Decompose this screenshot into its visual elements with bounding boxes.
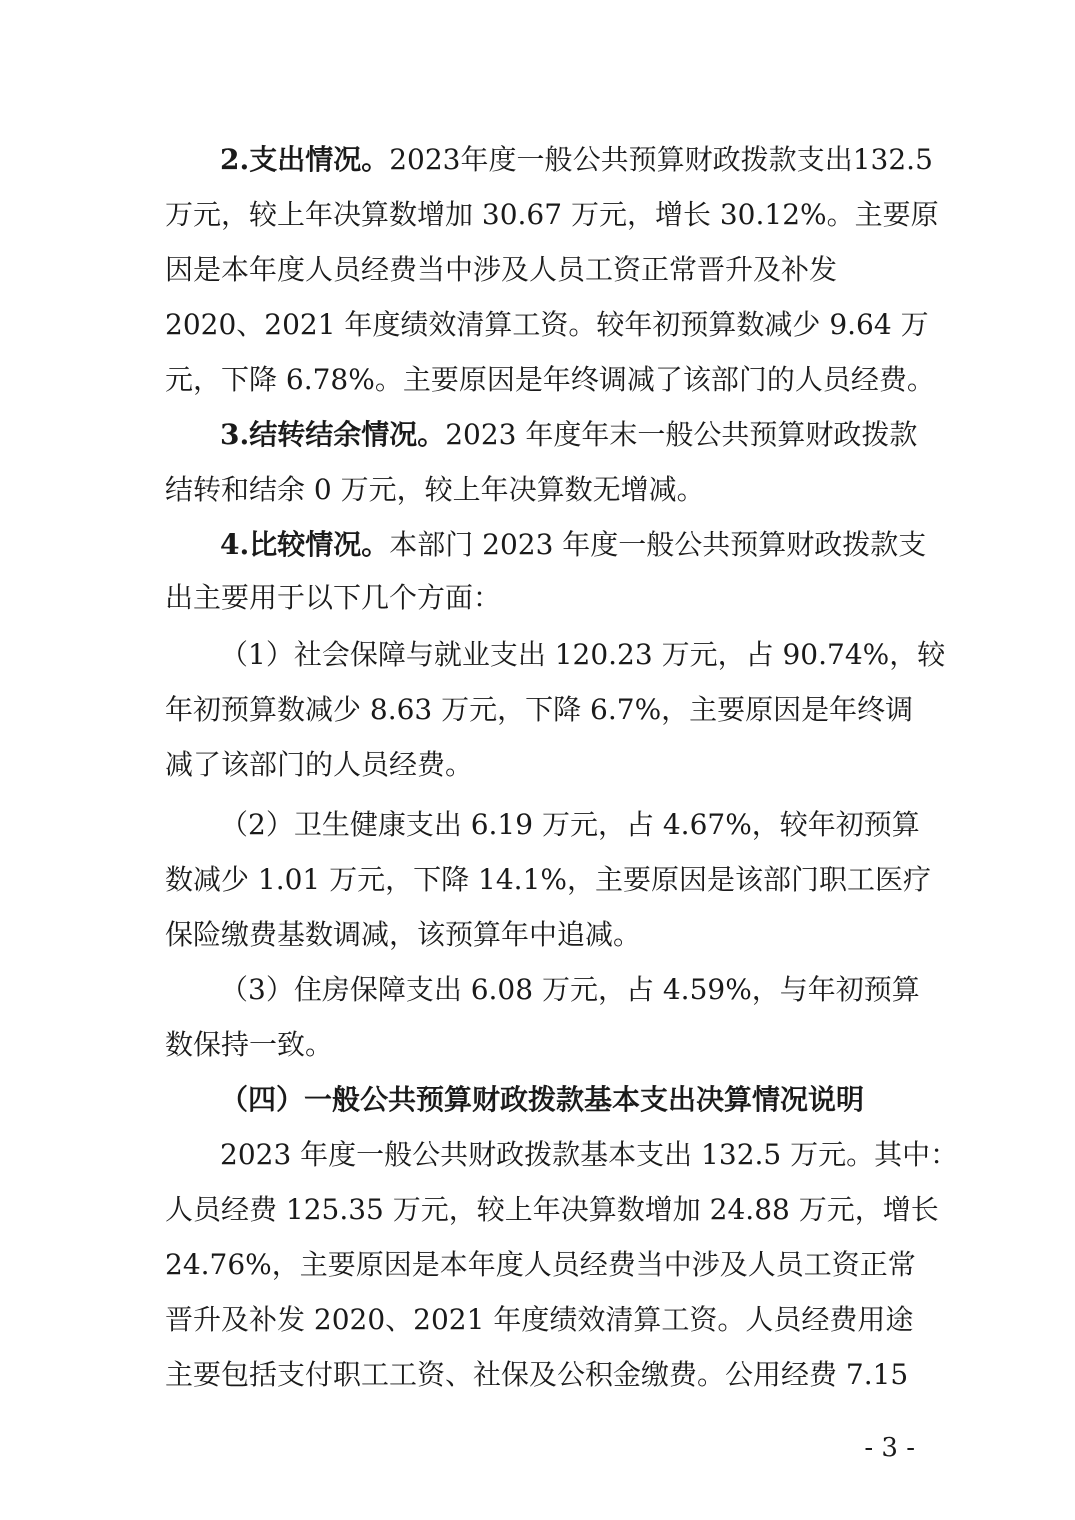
text-line [220, 415, 918, 455]
text-line: 人员经费 125.35 万元，较上年决算数增加 24.88 万元，增长 [165, 1193, 939, 1226]
text-segment: 般 [544, 143, 573, 176]
text-line: 2023 年度一般公共财政拨款基本支出 132.5 万元。其中： [220, 1138, 959, 1171]
text-line: 24.76%，主要原因是本年度人员经费当中涉及人员工资正常 [165, 1248, 916, 1281]
text-line: 因是本年度人员经费当中涉及人员工资正常晋升及补发 [165, 253, 838, 286]
text-segment: 拨 [740, 143, 769, 176]
section-title: （四）一般公共预算财政拨款基本支出决算情况说明 [220, 1083, 865, 1116]
text-segment: 132.5 [852, 143, 933, 176]
text-segment: 政 [712, 143, 741, 176]
text-line: 年初预算数减少 8.63 万元，下降 6.7%，主要原因是年终调 [165, 693, 914, 726]
text-segment: 预 [628, 143, 657, 176]
text-segment: 公 [572, 143, 601, 176]
text-segment: 一 [516, 143, 545, 176]
text-line: 保险缴费基数调减，该预算年中追减。 [165, 918, 642, 951]
text-segment: 年 [460, 143, 489, 176]
text-line: 减了该部门的人员经费。 [165, 748, 474, 781]
text-segment: 2023 年度年末一般公共预算财政拨款 [445, 418, 918, 451]
text-segment: 出 [824, 143, 853, 176]
text-line [220, 140, 933, 180]
page-number: - 3 - [864, 1433, 915, 1463]
text-line [220, 525, 927, 565]
text-segment: 本部门 2023 年度一般公共预算财政拨款支 [389, 528, 927, 561]
section-heading: 3.结转结余情况。 [220, 418, 446, 451]
text-segment: 2023 [389, 143, 461, 176]
text-segment: 款 [768, 143, 797, 176]
text-line: 元，下降 6.78%。主要原因是年终调减了该部门的人员经费。 [165, 363, 935, 396]
text-line: 数减少 1.01 万元，下降 14.1%，主要原因是该部门职工医疗 [165, 863, 931, 896]
text-line: （2）卫生健康支出 6.19 万元，占 4.67%，较年初预算 [220, 808, 920, 841]
text-segment: 财 [684, 143, 713, 176]
text-line: （1）社会保障与就业支出 120.23 万元，占 90.74%，较 [220, 638, 946, 671]
text-line: （3）住房保障支出 6.08 万元，占 4.59%，与年初预算 [220, 973, 920, 1006]
text-line: 数保持一致。 [165, 1028, 334, 1061]
section-heading: 4.比较情况。 [220, 528, 390, 561]
text-segment: 算 [656, 143, 685, 176]
text-line: 出主要用于以下几个方面： [165, 581, 502, 614]
text-segment: 度 [488, 143, 517, 176]
section-heading: 2.支出情况。 [220, 143, 390, 176]
text-line: 晋升及补发 2020、2021 年度绩效清算工资。人员经费用途 [165, 1303, 914, 1336]
text-line: 万元，较上年决算数增加 30.67 万元，增长 30.12%。主要原 [165, 198, 939, 231]
text-segment: 共 [600, 143, 629, 176]
text-line: 2020、2021 年度绩效清算工资。较年初预算数减少 9.64 万 [165, 308, 929, 341]
text-line: 主要包括支付职工工资、社保及公积金缴费。公用经费 7.15 [165, 1358, 909, 1391]
text-segment: 支 [796, 143, 825, 176]
text-line: 结转和结余 0 万元，较上年决算数无增减。 [165, 473, 705, 506]
